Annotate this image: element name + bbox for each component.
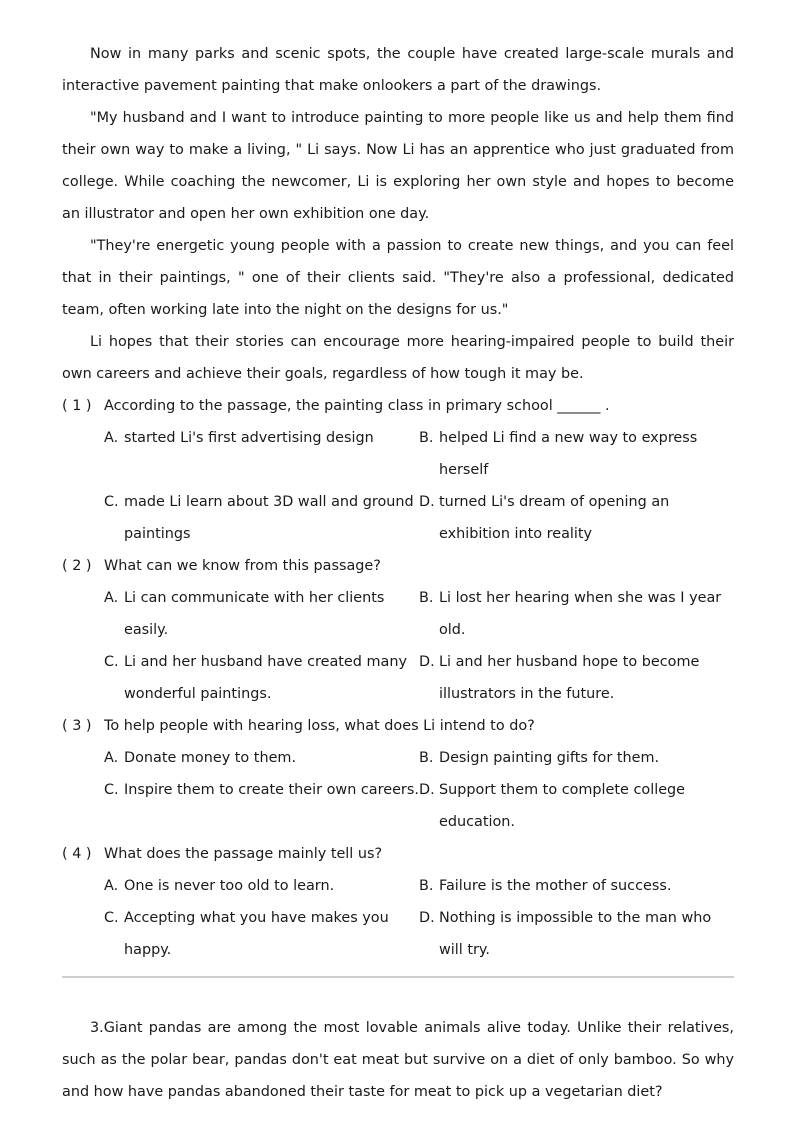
option-letter: B. bbox=[419, 878, 434, 894]
option-text: Nothing is impossible to the man who will try. bbox=[439, 910, 712, 958]
option-text: Li lost her hearing when she was I year old. bbox=[439, 590, 722, 638]
question-number: ( 2 ) bbox=[62, 558, 92, 574]
option-letter: A. bbox=[104, 430, 119, 446]
option-a[interactable] bbox=[104, 870, 419, 902]
question-text: What can we know from this passage? bbox=[104, 558, 381, 574]
question-text: According to the passage, the painting class in primary school ______ . bbox=[104, 398, 610, 414]
option-letter: C. bbox=[104, 494, 119, 510]
option-text: helped Li find a new way to express herself bbox=[439, 430, 698, 478]
passage-paragraph-3: "They're energetic young people with a passion to create new things, and you can feel that in their paintings, " one of their clients said. "They're also a professional, dedicated team, often working late into the night on the designs for us." bbox=[62, 238, 734, 318]
option-letter: D. bbox=[419, 654, 435, 670]
option-c[interactable] bbox=[104, 774, 419, 838]
option-letter: C. bbox=[104, 782, 119, 798]
option-c[interactable] bbox=[104, 902, 419, 966]
question-4 bbox=[62, 838, 734, 966]
question-number: ( 4 ) bbox=[62, 846, 92, 862]
option-letter: A. bbox=[104, 590, 119, 606]
option-d[interactable] bbox=[419, 646, 734, 710]
option-text: Failure is the mother of success. bbox=[439, 878, 672, 894]
question-3 bbox=[62, 710, 734, 838]
document-page bbox=[62, 38, 734, 1108]
option-text: Li can communicate with her clients easily. bbox=[124, 590, 385, 638]
option-letter: B. bbox=[419, 750, 434, 766]
option-text: One is never too old to learn. bbox=[124, 878, 335, 894]
option-a[interactable] bbox=[104, 582, 419, 646]
option-text: Support them to complete college education. bbox=[439, 782, 686, 830]
option-text: Inspire them to create their own careers. bbox=[124, 782, 419, 798]
options-grid bbox=[62, 870, 734, 966]
options-grid bbox=[62, 742, 734, 838]
options-grid bbox=[62, 582, 734, 710]
option-b[interactable] bbox=[419, 582, 734, 646]
option-b[interactable] bbox=[419, 742, 734, 774]
option-text: Li and her husband hope to become illustrators in the future. bbox=[439, 654, 700, 702]
option-letter: D. bbox=[419, 782, 435, 798]
next-passage-paragraph: 3.Giant pandas are among the most lovable animals alive today. Unlike their relatives, such as the polar bear, pandas don't eat meat but survive on a diet of only bamboo. So why and how have pandas abandoned their taste for meat to pick up a vegetarian diet? bbox=[62, 1020, 734, 1100]
option-a[interactable] bbox=[104, 742, 419, 774]
option-letter: A. bbox=[104, 878, 119, 894]
option-letter: B. bbox=[419, 430, 434, 446]
option-letter: D. bbox=[419, 910, 435, 926]
option-d[interactable] bbox=[419, 486, 734, 550]
option-letter: C. bbox=[104, 910, 119, 926]
option-letter: C. bbox=[104, 654, 119, 670]
option-letter: A. bbox=[104, 750, 119, 766]
option-b[interactable] bbox=[419, 870, 734, 902]
passage-paragraph-4: Li hopes that their stories can encourage more hearing-impaired people to build their own careers and achieve their goals, regardless of how tough it may be. bbox=[62, 334, 734, 382]
option-c[interactable] bbox=[104, 646, 419, 710]
option-d[interactable] bbox=[419, 902, 734, 966]
option-a[interactable] bbox=[104, 422, 419, 486]
option-text: turned Li's dream of opening an exhibition into reality bbox=[439, 494, 670, 542]
option-letter: B. bbox=[419, 590, 434, 606]
option-text: started Li's first advertising design bbox=[124, 430, 374, 446]
option-letter: D. bbox=[419, 494, 435, 510]
question-number: ( 1 ) bbox=[62, 398, 92, 414]
option-text: made Li learn about 3D wall and ground paintings bbox=[124, 494, 414, 542]
question-1 bbox=[62, 390, 734, 550]
question-text: To help people with hearing loss, what does Li intend to do? bbox=[104, 718, 535, 734]
option-d[interactable] bbox=[419, 774, 734, 838]
section-divider bbox=[62, 976, 734, 978]
options-grid bbox=[62, 422, 734, 550]
option-text: Design painting gifts for them. bbox=[439, 750, 660, 766]
option-text: Accepting what you have makes you happy. bbox=[124, 910, 389, 958]
question-text: What does the passage mainly tell us? bbox=[104, 846, 383, 862]
option-b[interactable] bbox=[419, 422, 734, 486]
option-c[interactable] bbox=[104, 486, 419, 550]
option-text: Donate money to them. bbox=[124, 750, 297, 766]
question-2 bbox=[62, 550, 734, 710]
option-text: Li and her husband have created many wonderful paintings. bbox=[124, 654, 407, 702]
passage-paragraph-1: Now in many parks and scenic spots, the couple have created large-scale murals and interactive pavement painting that make onlookers a part of the drawings. bbox=[62, 46, 734, 94]
passage-paragraph-2: "My husband and I want to introduce painting to more people like us and help them find their own way to make a living, " Li says. Now Li has an apprentice who just graduated from college. While coaching the newcomer, Li is exploring her own style and hopes to become an illustrator and open her own exhibition one day. bbox=[62, 110, 734, 222]
question-number: ( 3 ) bbox=[62, 718, 92, 734]
